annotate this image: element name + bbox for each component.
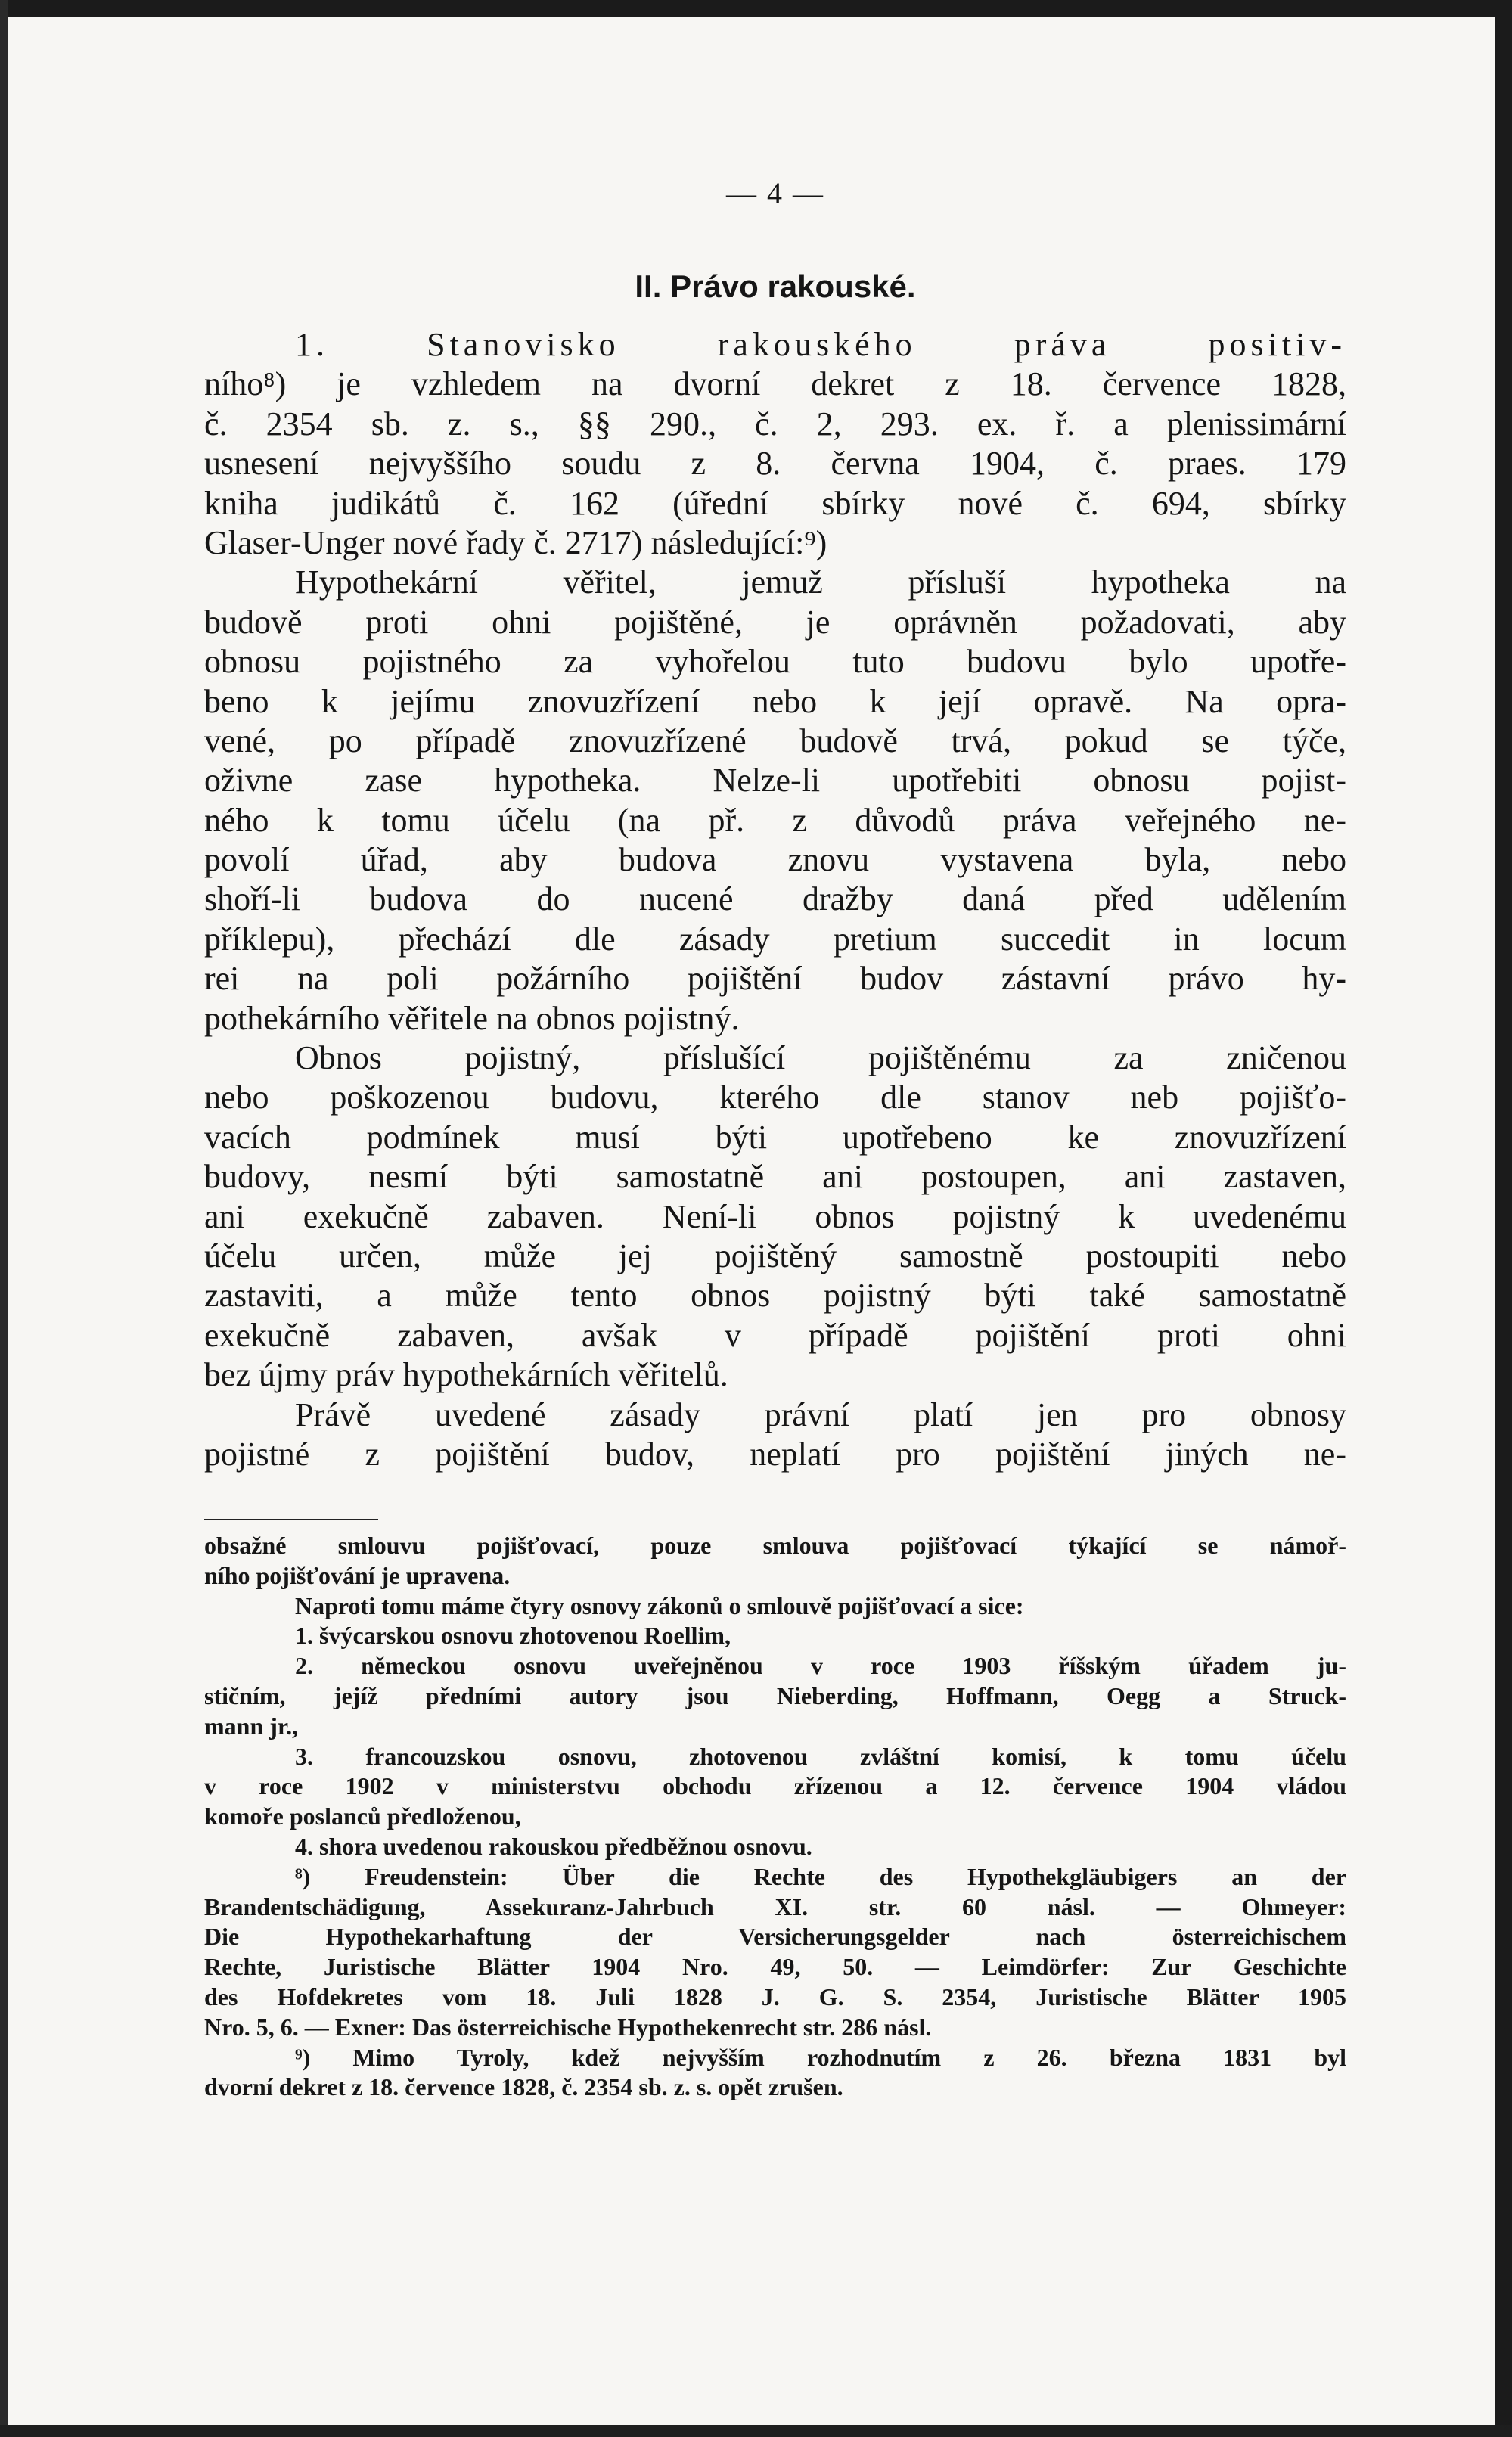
footnote-line: Brandentschädigung, Assekuranz-Jahrbuch XI. str. 60 násl. — Ohmeyer: xyxy=(204,1892,1346,1920)
body-line: ani exekučně zabaven. Není-li obnos pojistný k uvedenému xyxy=(204,1197,1346,1235)
footnotes xyxy=(204,1531,1346,2103)
body-line: beno k jejímu znovuzřízení nebo k její opravě. Na opra- xyxy=(204,682,1346,720)
body-line: vené, po případě znovuzřízené budově trvá, pokud se týče, xyxy=(204,722,1346,759)
body-line: budovy, nesmí býti samostatně ani postoupen, ani zastaven, xyxy=(204,1158,1346,1196)
body-line: nebo poškozenou budovu, kterého dle stanov neb pojišťo- xyxy=(204,1079,1346,1116)
footnote-line: dvorní dekret z 18. července 1828, č. 2354 sb. z. s. opět zrušen. xyxy=(204,2073,843,2101)
footnote-line: Die Hypothekarhaftung der Versicherungsgelder nach österreichischem xyxy=(204,1923,1346,1951)
body-line: příklepu), přechází dle zásady pretium succedit in locum xyxy=(204,920,1346,958)
body-line: Hypothekární věřitel, jemuž přísluší hypotheka na xyxy=(295,563,1346,601)
body-line: shoří-li budova do nucené dražby daná před udělením xyxy=(204,880,1346,918)
body-line: vacích podmínek musí býti upotřebeno ke znovuzřízení xyxy=(204,1118,1346,1156)
body-line: budově proti ohni pojištěné, je oprávněn požadovati, aby xyxy=(204,603,1346,641)
footnote-line: stičním, jejíž předními autory jsou Nieberding, Hoffmann, Oegg a Struck- xyxy=(204,1681,1346,1709)
footnote-line: mann jr., xyxy=(204,1712,299,1740)
body-line: povolí úřad, aby budova znovu vystavena byla, nebo xyxy=(204,841,1346,879)
body-line: pothekárního věřitele na obnos pojistný. xyxy=(204,999,740,1037)
scan-border-top xyxy=(0,0,1512,17)
body-line: zastaviti, a může tento obnos pojistný býti také samostatně xyxy=(204,1277,1346,1315)
scan-border-right xyxy=(1495,0,1512,2437)
footnote-line: Naproti tomu máme čtyry osnovy zákonů o smlouvě pojišťovací a sice: xyxy=(295,1591,1024,1619)
section-title: II. Právo rakouské. xyxy=(635,269,916,304)
body-line: usnesení nejvyššího soudu z 8. června 1904, č. praes. 179 xyxy=(204,445,1346,483)
footnote-line: 2. německou osnovu uveřejněnou v roce 1903 říšským úřadem ju- xyxy=(295,1652,1346,1680)
body-line: obnosu pojistného za vyhořelou tuto budovu bylo upotře- xyxy=(204,643,1346,681)
body-line: účelu určen, může jej pojištěný samostně postoupiti nebo xyxy=(204,1237,1346,1274)
footnote-line: ⁹) Mimo Tyroly, kdež nejvyšším rozhodnutím z 26. března 1831 byl xyxy=(295,2043,1346,2071)
footnote-line: ního pojišťování je upravena. xyxy=(204,1561,511,1589)
footnote-line: 3. francouzskou osnovu, zhotovenou zvláštní komisí, k tomu účelu xyxy=(295,1742,1346,1770)
footnote-line: komoře poslanců předloženou, xyxy=(204,1802,521,1830)
footnote-line: 4. shora uvedenou rakouskou předběžnou osnovu. xyxy=(295,1832,812,1860)
footnote-line: obsažné smlouvu pojišťovací, pouze smlouva pojišťovací týkající se námoř- xyxy=(204,1532,1346,1559)
footnote-line: ⁸) Freudenstein: Über die Rechte des Hypothekgläubigers an der xyxy=(295,1862,1346,1890)
footnote-separator xyxy=(204,1519,378,1520)
footnote-line: v roce 1902 v ministerstvu obchodu zřízenou a 12. července 1904 vládou xyxy=(204,1772,1346,1800)
body-line: č. 2354 sb. z. s., §§ 290., č. 2, 293. ex. ř. a plenissimární xyxy=(204,405,1346,442)
body-line: ného k tomu účelu (na př. z důvodů práva veřejného ne- xyxy=(204,801,1346,839)
body-line: oživne zase hypotheka. Nelze-li upotřebiti obnosu pojist- xyxy=(204,762,1346,799)
body-line: rei na poli požárního pojištění budov zástavní právo hy- xyxy=(204,960,1346,998)
footnote-line: Nro. 5, 6. — Exner: Das österreichische Hypothekenrecht str. 286 násl. xyxy=(204,2013,932,2041)
body-line: Glaser-Unger nové řady č. 2717) následující:⁹) xyxy=(204,523,827,561)
body-line: Právě uvedené zásady právní platí jen pro obnosy xyxy=(295,1395,1346,1433)
page-number: — 4 — xyxy=(726,176,824,210)
footnote-line: Rechte, Juristische Blätter 1904 Nro. 49, 50. — Leimdörfer: Zur Geschichte xyxy=(204,1953,1346,1981)
body-text xyxy=(204,325,1346,1474)
scan-border-left xyxy=(0,0,8,2437)
body-line: bez újmy práv hypothekárních věřitelů. xyxy=(204,1356,728,1394)
body-line: ního⁸) je vzhledem na dvorní dekret z 18. července 1828, xyxy=(204,365,1346,403)
body-line: exekučně zabaven, avšak v případě pojištění proti ohni xyxy=(204,1316,1346,1354)
body-line: 1. Stanovisko rakouského práva positiv- xyxy=(295,326,1346,363)
footnote-line: 1. švýcarskou osnovu zhotovenou Roellim, xyxy=(295,1622,731,1650)
body-line: pojistné z pojištění budov, neplatí pro pojištění jiných ne- xyxy=(204,1435,1346,1473)
body-line: kniha judikátů č. 162 (úřední sbírky nové č. 694, sbírky xyxy=(204,484,1346,522)
body-line: Obnos pojistný, příslušící pojištěnému za zničenou xyxy=(295,1039,1346,1077)
scan-border-bottom xyxy=(0,2425,1512,2437)
footnote-line: des Hofdekretes vom 18. Juli 1828 J. G. S. 2354, Juristische Blätter 1905 xyxy=(204,1982,1346,2010)
